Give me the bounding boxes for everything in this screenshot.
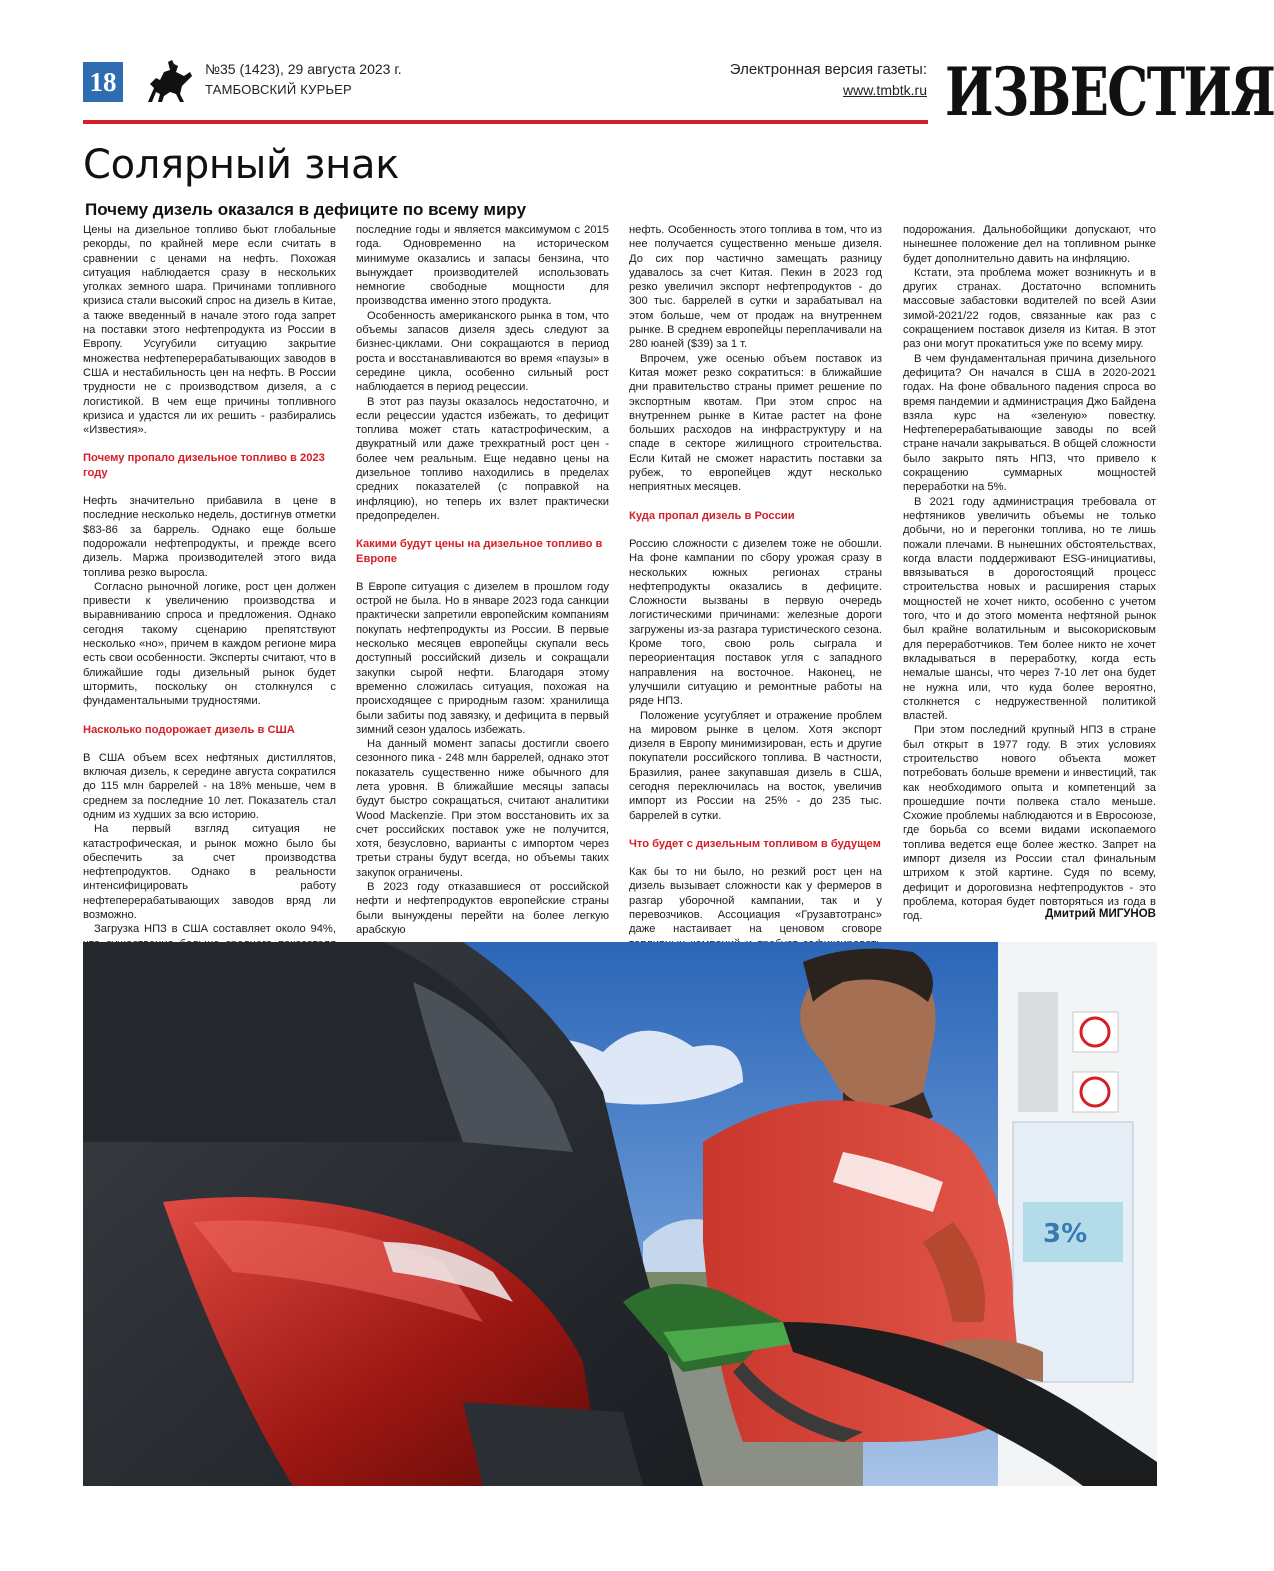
article-paragraph: Как бы то ни было, но резкий рост цен на дизель вызывает сложности как у фермеров в разгар уборочной кампании, так и у перевозчиков. Ассоциация «Грузавтотранс» даже настаивает на ценовом сговоре [629, 866, 882, 936]
article-paragraph: На первый взгляд ситуация не катастрофическая, и рынок можно было бы обеспечить за счет производства нефтепродуктов. Однако в реальности интенсифицировать работу нефтеперерабатывающих заводов вряд ли возможно. [83, 823, 336, 922]
article-column-1 [83, 223, 336, 965]
section-heading: Насколько подорожает дизель в США [83, 723, 295, 736]
article-paragraph: Нефть значительно прибавила в цене в последние несколько недель, достигнув отметки $83-86 за баррель. Однако еще больше подорожали нефтепродукты, и прежде всего дизель. Маржа производителей этого вида топлива резко выросла. [83, 495, 336, 579]
masthead-logo: ИЗВЕСТИЯ [945, 53, 1274, 131]
svg-text:3%: 3% [1043, 1219, 1088, 1249]
article-paragraph: В США объем всех нефтяных дистиллятов, включая дизель, к середине августа сократился до 115 млн баррелей - на 18% меньше, чем в среднем за последние 10 лет. Показатель стал одним из худших за всю историю. [83, 751, 336, 821]
article-paragraph: Особенность американского рынка в том, что объемы запасов дизеля здесь следуют за бизнес-циклами. Они сокращаются в период роста и восстанавливаются во время «паузы» в середине цикла, особенно сильный рост наблюдается в период рецессии. [356, 309, 609, 394]
article-paragraph: Впрочем, уже осенью объем поставок из Китая может резко сократиться: в ближайшие дни правительство страны примет решение по экспортным квотам. При этом спрос на внутреннем рынке в Китае растет на фоне больших расходов на инфраструктуру и на спаде в секторе жилищного строительства. Если Китай не сможет нарастить поставки за рубеж, то европейцев ждут несколько неприятных месяцев. [629, 352, 882, 494]
article-paragraph: Положение усугубляет и отражение проблем на мировом рынке в целом. Хотя экспорт дизеля в Европу минимизирован, есть и другие покупатели российского топлива. В частности, Бразилия, ранее закупавшая дизель в США, сегодня переключилась на восток, увеличив импорт из России на 25% - до 235 тыс. баррелей в сутки. [629, 709, 882, 822]
article-column-4 [903, 223, 1156, 924]
article-paragraph: В Европе ситуация с дизелем в прошлом году острой не была. Но в январе 2023 года санкции практически запретили европейским компаниям покупать нефтепродукты из России. В первые несколько месяцев европейцы скупали весь доступный российский дизель и сокращали закупки сырой нефти. Благодаря этому временно сложилась ситуация, похожая на происходящее с природным газом: хранилища были забиты под завязку, и дефицита в первый зимний сезон удалось избежать. [356, 580, 609, 736]
section-heading: Почему пропало дизельное топливо в 2023 году [83, 452, 325, 479]
article-paragraph: Загрузка НПЗ в США составляет около 94%, [94, 923, 336, 936]
article-paragraph: В 2021 году администрация требовала от нефтяников увеличить объемы не только добычи, но и перегонки топлива, но те лишь пожали плечами. В нынешних обстоятельствах, когда власти поддерживают ESG-инициативы, ввязываться в дорогостоящий процесс строительства новых и расширения старых мощностей не хочет никто, особенно с учетом того, что и до этого момента нефтяной рынок был крайне волатильным и высокорисковым для переработчиков. Тем более никто не хочет вкладываться в переработку, когда есть немалые шансы, что через 7-10 лет она будет не нужна или, что куда более вероятно, столкнется с недружественной политикой властей. [903, 495, 1156, 723]
article-column-3 [629, 223, 882, 965]
website-link[interactable]: www.tmbtk.ru [842, 82, 927, 98]
article-paragraph: Россию сложности с дизелем тоже не обошли. На фоне кампании по сбору урожая сразу в нескольких южных регионах страны нефтепродукты оказались в дефиците. Сложности вызваны в первую очередь логистическими причинами: железные дороги загружены из-за разгара туристического сезона. Кроме того, свою роль сыграла и переориентация поставок угля с западного направления на восточное. Наконец, не улучшили ситуацию и ремонтные работы на ряде НПЗ. [629, 537, 882, 708]
header-rule [83, 120, 928, 124]
section-heading: Какими будут цены на дизельное топливо в Европе [356, 538, 603, 565]
newspaper-name: ТАМБОВСКИЙ КУРЬЕР [205, 82, 352, 97]
electronic-version-label: Электронная версия газеты: [729, 61, 927, 78]
article-photo [83, 942, 1157, 1486]
article-paragraph: подорожания. Дальнобойщики допускают, что нынешнее положение дел на топливном рынке будет дополнительно давить на инфляцию. [903, 224, 1156, 265]
horse-rider-logo-icon [140, 58, 194, 106]
section-heading: Что будет с дизельным топливом в будущем [629, 837, 881, 850]
article-paragraph: При этом последний крупный НПЗ в стране был открыт в 1977 году. В этих условиях строительство нового объекта может потребовать больше времени и инвестиций, так как необходимого опыта и компетенций за прошедшие почти полвека стало меньше. Схожие проблемы наблюдаются и в Евросоюзе, где борьба со всеми видами ископаемого топлива ведется еще более жестко. Запрет на импорт дизеля из России стал финальным штрихом к этой картине. Судя по всему, дефицит и дороговизна нефтепродуктов - это проблема, которая будет повторяться из года в год. [903, 724, 1156, 923]
page-number: 18 [83, 62, 123, 102]
article-subtitle: Почему дизель оказался в дефиците по всему миру [85, 200, 527, 219]
article-paragraph: В чем фундаментальная причина дизельного дефицита? Он начался в США в 2020-2021 годах. На фоне обвального падения спроса во время пандемии и администрация Джо Байдена взяла курс на «зеленую» повестку. Нефтеперерабатывающие заводы по всей стране начали закрываться. В общей сложности было закрыто пять НПЗ, что привело к сокращению суммарных мощностей переработки на 5%. [903, 352, 1156, 494]
article-paragraph: На данный момент запасы достигли своего сезонного пика - 248 млн баррелей, однако этот показатель существенно ниже обычного для лета уровня. В ближайшие месяцы запасы будут быстро сокращаться, считают аналитики Wood Mackenzie. При этом восстановить их за счет российских поставок уже не получится, хотя, безусловно, варианты с импортом через третьи страны будут всегда, но объемы таких закупок ограничены. [356, 738, 609, 879]
article-paragraph: Цены на дизельное топливо бьют глобальные рекорды, по крайней мере если считать в сравнении с ценами на нефть. Похожая ситуация наблюдается сразу в нескольких уголках земного шара. Причинами топливного кризиса стали высокий спрос на дизель в Китае, а также введенный в начале этого года запрет на поставки этого нефтепродукта из России в Европу. Усугубили ситуацию закрытие множества нефтеперерабатывающих заводов в США и нестабильность цен на нефть. В России трудности не с производством дизеля, а с логистикой. В чем еще причины топливного кризиса и удастся ли их решить - разбирались «Известия». [83, 224, 336, 437]
article-paragraph: Кстати, эта проблема может возникнуть и в других странах. Достаточно вспомнить массовые забастовки водителей по всей Азии зимой-2021/22 годов, связанные как раз с сокращением поставок дизеля из Китая. В этот раз они могут прокатиться уже по всему миру. [903, 266, 1156, 351]
article-paragraph: Согласно рыночной логике, рост цен должен привести к увеличению производства и выравниванию спроса и предложения. Однако сегодня такому сценарию препятствуют несколько «но», причем в каждом регионе мира есть свои особенности. Эксперты считают, что в ближайшие годы дизельный рынок будет штормить, поскольку он столкнулся с фундаментальными трудностями. [83, 580, 336, 708]
article-title: Солярный знак [83, 142, 400, 188]
issue-line: №35 (1423), 29 августа 2023 г. [205, 61, 402, 77]
byline: Дмитрий МИГУНОВ [1045, 908, 1156, 920]
article-column-2 [356, 223, 609, 937]
section-heading: Куда пропал дизель в России [629, 509, 795, 522]
article-paragraph: нефть. Особенность этого топлива в том, что из нее получается существенно меньше дизеля. До сих пор частично замещать разницу удавалось за счет Китая. Пекин в 2023 год резко увеличил экспорт нефтепродуктов - до 300 тыс. баррелей в сутки и зарабатывал на этом больше, чем от продаж на внутреннем рынке. В среднем европейцы переплачивали на 280 юаней ($39) за 1 т. [629, 224, 882, 351]
article-paragraph: последние годы и является максимумом с 2015 года. Одновременно на историческом минимуме оказались и запасы бензина, что вынуждает производителей использовать немногие свободные мощности для производства именно этого продукта. [356, 224, 609, 308]
article-paragraph: В этот раз паузы оказалось недостаточно, и если рецессии удастся избежать, то дефицит топлива может стать катастрофическим, а двукратный или даже трехкратный рост цен - более чем реальным. Еще недавно цены на дизельное топливо находились в пределах средних показателей (с поправкой на инфляцию), но теперь их взлет практически предопределен. [356, 395, 609, 522]
article-paragraph: В 2023 году отказавшиеся от российской нефти и нефтепродуктов европейские страны были вынуждены перейти на более легкую арабскую [356, 881, 609, 936]
